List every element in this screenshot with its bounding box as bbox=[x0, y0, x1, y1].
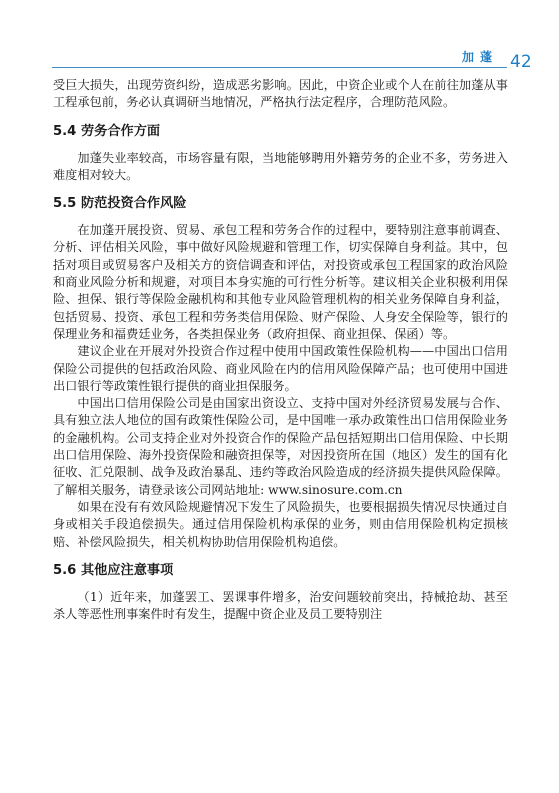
header-divider bbox=[52, 67, 507, 68]
section-heading-5-4: 5.4 劳务合作方面 bbox=[53, 123, 161, 139]
running-header-chapter: 加蓬 bbox=[462, 50, 499, 64]
spacer bbox=[53, 142, 508, 150]
section-5-5-paragraph: 中国出口信用保险公司是由国家出资设立、支持中国对外经济贸易发展与合作、具有独立法人地位的国有政策性保险公司，是中国唯一承办政策性出口信用保险业务的金融机构。公司支持企业对外投资合作的保险产品包括短期出口信用保险、中长期出口信用保险、海外投资保险和融资担保等，对因投资所在国（地区）发生的国有化征收、汇兑限制、战争及政治暴乱、违约等政治风险造成的经济损失提供风险保障。了解相关服务，请登录该公司网站地址: www.sinosure.com.cn bbox=[53, 396, 508, 497]
section-5-5-paragraph: 建议企业在开展对外投资合作过程中使用中国政策性保险机构——中国出口信用保险公司提供的包括政治风险、商业风险在内的信用风险保障产品；也可使用中国进出口银行等政策性银行提供的商业担保服务。 bbox=[53, 344, 508, 393]
section-5-5-paragraph: 如果在没有有效风险规避情况下发生了风险损失，也要根据损失情况尽快通过自身或相关手段追偿损失。通过信用保险机构承保的业务，则由信用保险机构定损核赔、补偿风险损失，相关机构协助信用保险机构追偿。 bbox=[53, 499, 508, 549]
section-5-5-paragraph: 在加蓬开展投资、贸易、承包工程和劳务合作的过程中，要特别注意事前调查、分析、评估相关风险，事中做好风险规避和管理工作，切实保障自身利益。其中，包括对项目或贸易客户及相关方的资信调查和评估，对投资或承包工程国家的政治风险和商业风险分析和规避，对项目本身实施的可行性分析等。建议相关企业积极利用保险、担保、银行等保险金融机构和其他专业风险管理机构的相关业务保障自身利益，包括贸易、投资、承包工程和劳务类信用保险、财产保险、人身安全保险等，银行的保理业务和福费廷业务，各类担保业务（政府担保、商业担保、保函）等。 bbox=[53, 223, 508, 341]
section-5-4-paragraph: 加蓬失业率较高，市场容量有限，当地能够聘用外籍劳务的企业不多，劳务进入难度相对较大。 bbox=[53, 150, 508, 182]
spacer bbox=[53, 214, 508, 222]
section-heading-5-6: 5.6 其他应注意事项 bbox=[53, 562, 174, 578]
spacer bbox=[53, 112, 508, 122]
section-heading-5-5: 5.5 防范投资合作风险 bbox=[53, 196, 187, 212]
page-body bbox=[53, 77, 508, 623]
section-5-6-paragraph: （1）近年来，加蓬罢工、罢课事件增多，治安问题较前突出，持械抢劫、甚至杀人等恶性刑事案件时有发生，提醒中资企业及员工要特别注 bbox=[53, 589, 508, 622]
spacer bbox=[53, 184, 508, 194]
spacer bbox=[53, 581, 508, 589]
intro-paragraph: 受巨大损失，出现劳资纠纷，造成恶劣影响。因此，中资企业或个人在前往加蓬从事工程承包前，务必认真调研当地情况，严格执行法定程序，合理防范风险。 bbox=[53, 78, 508, 110]
spacer bbox=[53, 551, 508, 561]
page-number: 42 bbox=[510, 52, 532, 72]
